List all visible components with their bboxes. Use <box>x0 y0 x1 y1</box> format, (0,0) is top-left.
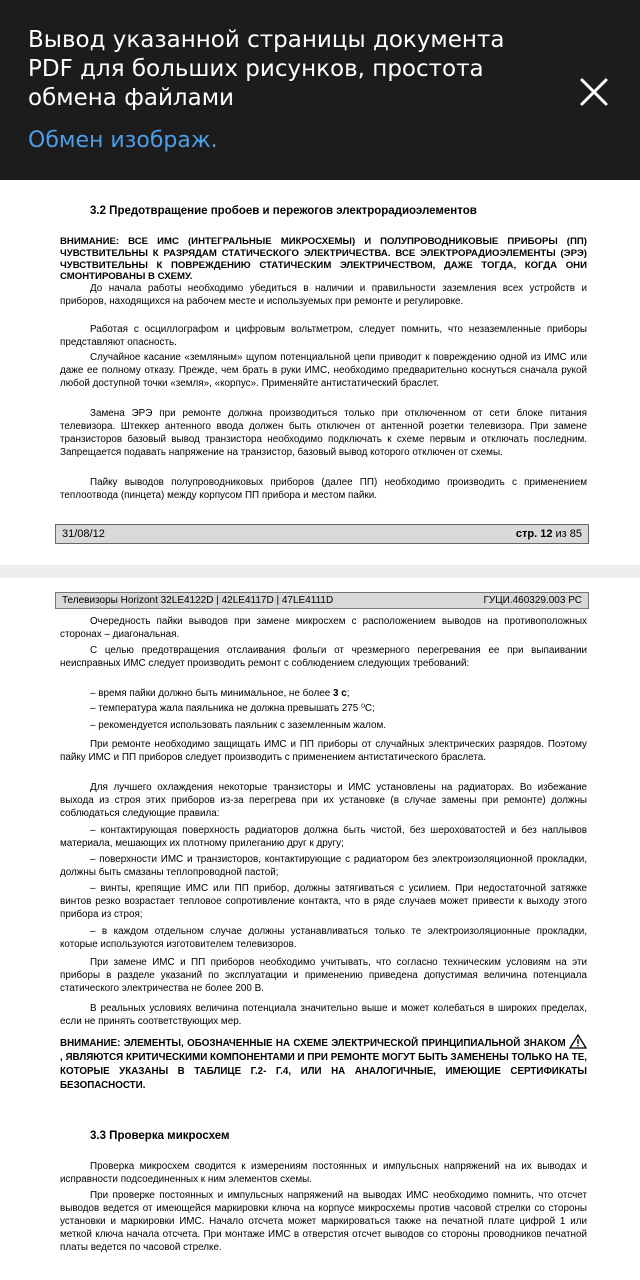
page-separator <box>0 565 640 578</box>
pdf-page-13 <box>0 578 640 1280</box>
page-header <box>55 592 589 609</box>
header-doc-code: ГУЦИ.460329.003 РС <box>483 595 582 606</box>
overlay-title: Вывод указанной страницы документа PDF для больших рисунков, простота обмена файлами <box>28 27 505 111</box>
paragraph: Замена ЭРЭ при ремонте должна производиться только при отключенном от сети блоке питания телевизора. Штеккер антенного ввода должен быть отключен от антенной розетки телевизора. При замене транзисторов базовый вывод транзистора необходимо подключать к схеме первым и отключать последним. Запрещается подавать напряжение на транзистор, базовый вывод которого отключен от схемы. <box>60 408 587 458</box>
list-item: – время пайки должно быть минимальное, не более 3 с; <box>90 688 350 699</box>
page-footer <box>55 524 589 544</box>
paragraph: При замене ИМС и ПП приборов необходимо учитывать, что согласно техническим условиям на эти приборы в разделе указаний по эксплуатации и применению приведена допустимая величина потенциала статического электричества не более 200 В. <box>60 957 587 994</box>
footer-date: 31/08/12 <box>62 528 105 540</box>
paragraph: При проверке постоянных и импульсных напряжений на выводах ИМС необходимо помнить, что отсчет выводов ведется от имеющейся маркировки ключа на корпусе микросхемы против часовой стрелки со стороны установки и маркировки ИМС. Начало отсчета может маркироваться также на печатной плате цифрой 1 или меткой ключа начала отсчета. При монтаже ИМС в отверстия отсчет выводов со стороны проводников печатной платы ведется по часовой стрелке. <box>60 1190 587 1253</box>
paragraph: В реальных условиях величина потенциала значительно выше и может колебаться в широких пределах, если не принять соответствующих мер. <box>60 1003 587 1027</box>
paragraph: Проверка микросхем сводится к измерениям постоянных и импульсных напряжений на их выводах и исправности подсоединенных к ним элементов схемы. <box>60 1161 587 1185</box>
share-image-link[interactable]: Обмен изображ. <box>28 128 218 153</box>
close-button[interactable] <box>574 72 614 112</box>
critical-components-warning: ВНИМАНИЕ: ЭЛЕМЕНТЫ, ОБОЗНАЧЕННЫЕ НА СХЕМЕ ЭЛЕКТРИЧЕСКОЙ ПРИНЦИПИАЛЬНОЙ ЗНАКОМ , ЯВЛЯЮТСЯ КРИТИЧЕСКИМИ КОМПОНЕНТАМИ И ПРИ РЕМОНТЕ МОГУТ БЫТЬ ЗАМЕНЕНЫ ТОЛЬКО НА ТЕ, КОТОРЫЕ УКАЗАНЫ В ТАБЛИЦЕ Г.2- Г.4, ИЛИ НА АНАЛОГИЧНЫЕ, ИМЕЮЩИЕ СЕРТИФИКАТЫ БЕЗОПАСНОСТИ. <box>60 1034 587 1093</box>
section-heading-3-2: 3.2 Предотвращение пробоев и пережогов электрорадиоэлементов <box>90 205 477 217</box>
paragraph: С целью предотвращения отслаивания фольги от чрезмерного перегревания ее при выпаивании неисправных ИМС следует производить ремонт с соблюдением следующих требований: <box>60 645 587 669</box>
list-item: – винты, крепящие ИМС или ПП прибор, должны затягиваться с усилием. При недостаточной затяжке винтов резко возрастает тепловое сопротивление контакта, что в ряде случаев может привести к выходу этого прибора из строя; <box>60 883 587 920</box>
section-heading-3-3: 3.3 Проверка микросхем <box>90 1130 230 1142</box>
list-item: – в каждом отдельном случае должны устанавливаться только те электроизоляционные прокладки, которые используются изготовителем телевизоров. <box>60 926 587 950</box>
paragraph: До начала работы необходимо убедиться в наличии и правильности заземления всех устройств и приборов, находящихся на рабочем месте и используемых при ремонте и регулировке. <box>60 283 587 307</box>
pdf-page-12 <box>0 180 640 565</box>
warning-triangle-icon <box>569 1034 587 1049</box>
paragraph: Пайку выводов полупроводниковых приборов (далее ПП) необходимо производить с применением теплоотвода (пинцета) между корпусом ПП прибора и местом пайки. <box>60 477 587 501</box>
paragraph: Случайное касание «земляным» щупом потенциальной цепи приводит к повреждению одной из ИМС или даже ее полному отказу. Прежде, чем брать в руки ИМС, необходимо предварительно коснуться сначала рукой любой доступной точки «земля», «корпус». Применяйте антистатический браслет. <box>60 352 587 389</box>
paragraph: При ремонте необходимо защищать ИМС и ПП приборы от случайных электрических разрядов. Поэтому пайку ИМС и ПП приборов следует производить с применением антистатического браслета. <box>60 739 587 763</box>
share-overlay-bar <box>0 0 640 180</box>
list-item: – поверхности ИМС и транзисторов, контактирующие с радиатором без электроизоляционной прокладки, должны быть смазаны теплопроводной пастой; <box>60 854 587 878</box>
close-icon <box>574 72 614 112</box>
list-item: – рекомендуется использовать паяльник с заземленным жалом. <box>90 720 386 731</box>
paragraph: Работая с осциллографом и цифровым вольтметром, следует помнить, что незаземленные приборы представляют опасность. <box>60 324 587 348</box>
paragraph: Для лучшего охлаждения некоторые транзисторы и ИМС установлены на радиаторах. Во избежание выхода из строя этих приборов из-за перегрева при их установке (в случае замены при ремонте) должны соблюдаться следующие правила: <box>60 782 587 819</box>
static-warning-text: ВНИМАНИЕ: ВСЕ ИМС (ИНТЕГРАЛЬНЫЕ МИКРОСХЕМЫ) И ПОЛУПРОВОДНИКОВЫЕ ПРИБОРЫ (ПП) ЧУВСТВИТЕЛЬНЫ К РАЗРЯДАМ СТАТИЧЕСКОГО ЭЛЕКТРИЧЕСТВА. ВСЕ ЭЛЕКТРОРАДИОЭЛЕМЕНТЫ (ЭРЭ) ЧУВСТВИТЕЛЬНЫ К ПОВРЕЖДЕНИЮ СТАТИЧЕСКИМ ЭЛЕКТРИЧЕСТВОМ, ДАЖЕ ТОГДА, КОГДА ОНИ СМОНТИРОВАНЫ В СХЕМУ. <box>60 236 587 283</box>
paragraph: Очередность пайки выводов при замене микросхем с расположением выводов на противоположных сторонах – диагональная. <box>60 616 587 640</box>
list-item: – контактирующая поверхность радиаторов должна быть чистой, без шероховатостей и без наплывов материала, мешающих их плотному прилеганию друг к другу; <box>60 825 587 849</box>
list-item: – температура жала паяльника не должна превышать 275 ⁰С; <box>90 703 375 714</box>
header-product-models: Телевизоры Horizont 32LE4122D | 42LE4117D | 47LE4111D <box>62 595 334 606</box>
footer-page-number: стр. 12 из 85 <box>515 528 582 540</box>
